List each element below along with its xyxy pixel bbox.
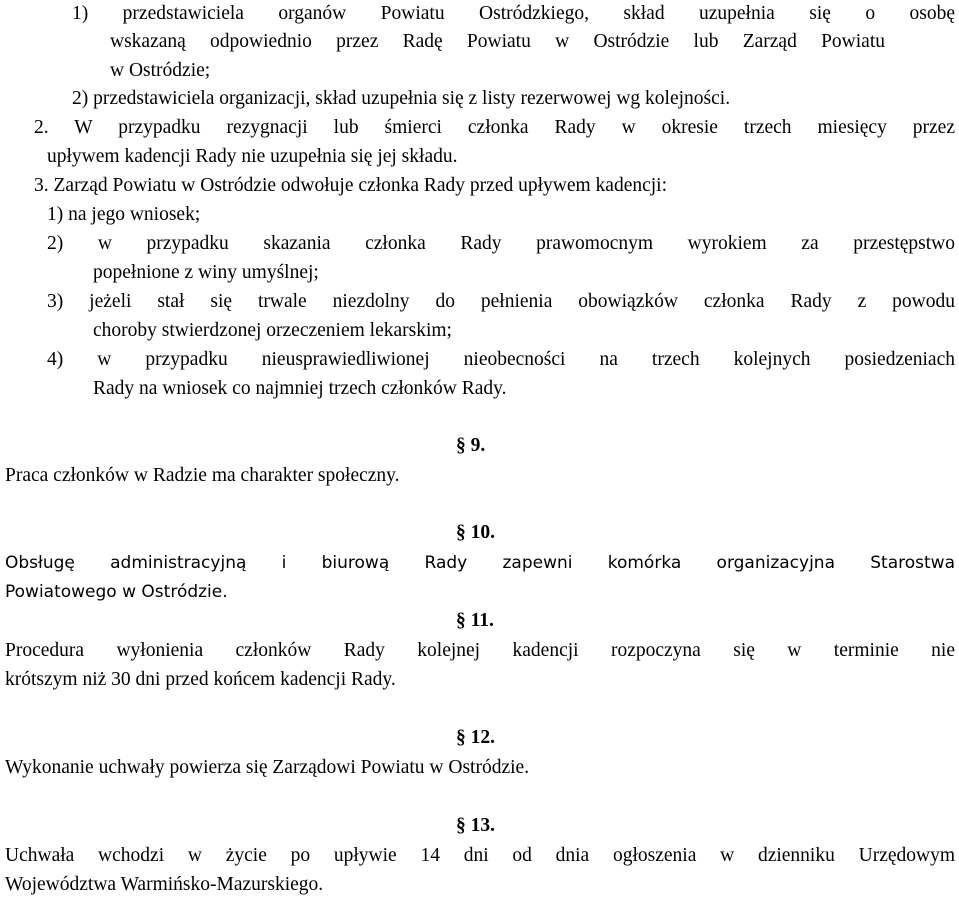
- list-item-2-organizacje: 2) przedstawiciela organizacji, skład uzupełnia się z listy rezerwowej wg kolejności.: [72, 88, 731, 109]
- section-11-text: Procedura wyłonienia członków Rady kolejnej kadencji rozpoczyna się w terminie nie: [5, 640, 955, 661]
- list-item-1-end: w Ostródzie;: [110, 60, 211, 81]
- section-11-heading: § 11.: [456, 610, 494, 631]
- paragraph-2-continued: upływem kadencji Rady nie uzupełnia się jej składu.: [47, 146, 458, 167]
- paragraph-3-item-2: 2) w przypadku skazania członka Rady prawomocnym wyrokiem za przestępstwo: [47, 233, 955, 254]
- list-item-1-organy: 1) przedstawiciela organów Powiatu Ostródzkiego, skład uzupełnia się o osobę: [72, 3, 955, 24]
- paragraph-3-item-2-continued: popełnione z winy umyślnej;: [93, 262, 319, 283]
- section-9-text: Praca członków w Radzie ma charakter społeczny.: [5, 465, 400, 486]
- paragraph-3-item-4-continued: Rady na wniosek co najmniej trzech członków Rady.: [93, 378, 507, 399]
- section-13-text: Uchwała wchodzi w życie po upływie 14 dni od dnia ogłoszenia w dzienniku Urzędowym: [5, 845, 955, 866]
- section-12-heading: § 12.: [456, 727, 495, 748]
- section-11-text-continued: krótszym niż 30 dni przed końcem kadencji Rady.: [5, 669, 396, 690]
- paragraph-3: 3. Zarząd Powiatu w Ostródzie odwołuje członka Rady przed upływem kadencji:: [34, 175, 668, 196]
- list-item-1-continued: wskazaną odpowiednio przez Radę Powiatu w Ostródzie lub Zarząd Powiatu: [110, 31, 885, 52]
- section-10-text: Obsługę administracyjną i biurową Rady zapewni komórka organizacyjna Starostwa: [5, 553, 955, 573]
- paragraph-2: 2. W przypadku rezygnacji lub śmierci członka Rady w okresie trzech miesięcy przez: [34, 117, 955, 138]
- section-10-text-continued: Powiatowego w Ostródzie.: [5, 582, 228, 602]
- paragraph-3-item-1: 1) na jego wniosek;: [47, 204, 201, 225]
- section-9-heading: § 9.: [456, 435, 486, 456]
- paragraph-3-item-3-continued: choroby stwierdzonej orzeczeniem lekarskim;: [93, 320, 452, 341]
- paragraph-3-item-3: 3) jeżeli stał się trwale niezdolny do pełnienia obowiązków członka Rady z powodu: [47, 291, 955, 312]
- section-13-text-continued: Województwa Warmińsko-Mazurskiego.: [5, 874, 324, 895]
- section-12-text: Wykonanie uchwały powierza się Zarządowi Powiatu w Ostródzie.: [5, 757, 530, 778]
- section-13-heading: § 13.: [456, 815, 495, 836]
- paragraph-3-item-4: 4) w przypadku nieusprawiedliwionej nieobecności na trzech kolejnych posiedzeniach: [47, 349, 955, 370]
- section-10-heading: § 10.: [456, 522, 495, 543]
